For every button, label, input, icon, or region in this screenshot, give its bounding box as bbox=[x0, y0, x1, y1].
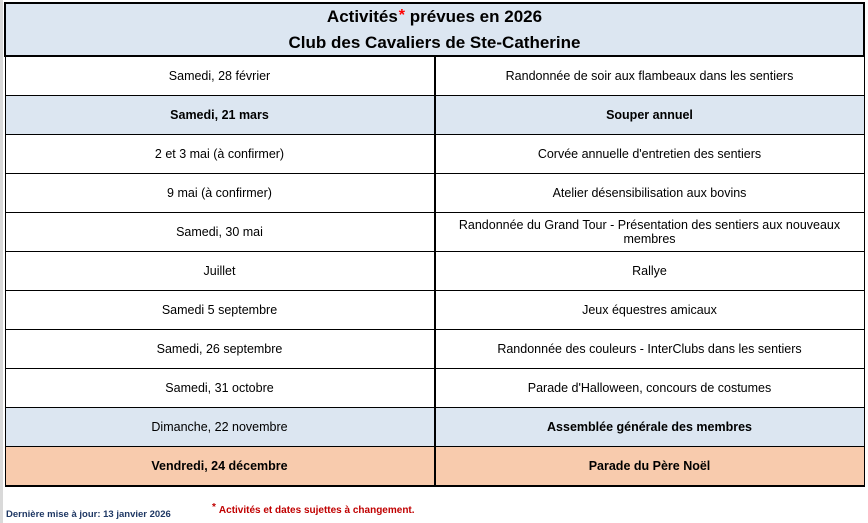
table-row bbox=[5, 96, 864, 135]
table-row bbox=[5, 408, 864, 447]
table-title-cell[interactable] bbox=[5, 3, 864, 56]
table-row bbox=[5, 252, 864, 291]
table-row bbox=[5, 174, 864, 213]
date-cell[interactable]: Vendredi, 24 décembre bbox=[5, 447, 435, 487]
activity-schedule-table bbox=[4, 2, 865, 487]
date-cell[interactable]: 9 mai (à confirmer) bbox=[5, 174, 435, 213]
date-cell[interactable]: Samedi, 30 mai bbox=[5, 213, 435, 252]
grid-edge-divider bbox=[0, 0, 3, 523]
activity-cell[interactable]: Parade du Père Noël bbox=[435, 447, 865, 487]
activity-cell[interactable]: Randonnée des couleurs - InterClubs dans les sentiers bbox=[435, 330, 865, 369]
activity-cell[interactable]: Randonnée de soir aux flambeaux dans les sentiers bbox=[435, 56, 865, 96]
change-notice-text: Activités et dates sujettes à changement. bbox=[218, 505, 415, 516]
table-row bbox=[5, 369, 864, 408]
activity-cell[interactable]: Randonnée du Grand Tour - Présentation des sentiers aux nouveaux membres bbox=[435, 213, 865, 252]
title-prefix: Activités bbox=[326, 7, 398, 26]
table-row bbox=[5, 330, 864, 369]
activity-cell[interactable]: Corvée annuelle d'entretien des sentiers bbox=[435, 135, 865, 174]
activity-cell[interactable]: Rallye bbox=[435, 252, 865, 291]
table-row bbox=[5, 447, 864, 487]
activity-cell[interactable]: Parade d'Halloween, concours de costumes bbox=[435, 369, 865, 408]
date-cell[interactable]: Samedi 5 septembre bbox=[5, 291, 435, 330]
last-update-label: Dernière mise à jour: 13 janvier 2026 bbox=[6, 509, 171, 520]
table-row bbox=[5, 213, 864, 252]
activity-cell[interactable]: Assemblée générale des membres bbox=[435, 408, 865, 447]
note-asterisk: * bbox=[212, 502, 216, 513]
table-subtitle: Club des Cavaliers de Ste-Catherine bbox=[288, 33, 581, 52]
date-cell[interactable]: 2 et 3 mai (à confirmer) bbox=[5, 135, 435, 174]
date-cell[interactable]: Samedi, 26 septembre bbox=[5, 330, 435, 369]
table-row bbox=[5, 135, 864, 174]
date-cell[interactable]: Juillet bbox=[5, 252, 435, 291]
date-cell[interactable]: Samedi, 21 mars bbox=[5, 96, 435, 135]
title-suffix: prévues en 2026 bbox=[405, 7, 543, 26]
table-header-row bbox=[5, 3, 864, 56]
table-row bbox=[5, 291, 864, 330]
activity-cell[interactable]: Atelier désensibilisation aux bovins bbox=[435, 174, 865, 213]
table-row bbox=[5, 56, 864, 96]
change-notice bbox=[212, 502, 415, 516]
date-cell[interactable]: Samedi, 28 février bbox=[5, 56, 435, 96]
activity-cell[interactable]: Jeux équestres amicaux bbox=[435, 291, 865, 330]
activity-cell[interactable]: Souper annuel bbox=[435, 96, 865, 135]
title-asterisk: * bbox=[398, 7, 406, 24]
date-cell[interactable]: Dimanche, 22 novembre bbox=[5, 408, 435, 447]
date-cell[interactable]: Samedi, 31 octobre bbox=[5, 369, 435, 408]
footer bbox=[6, 502, 866, 523]
table-title bbox=[6, 4, 863, 30]
